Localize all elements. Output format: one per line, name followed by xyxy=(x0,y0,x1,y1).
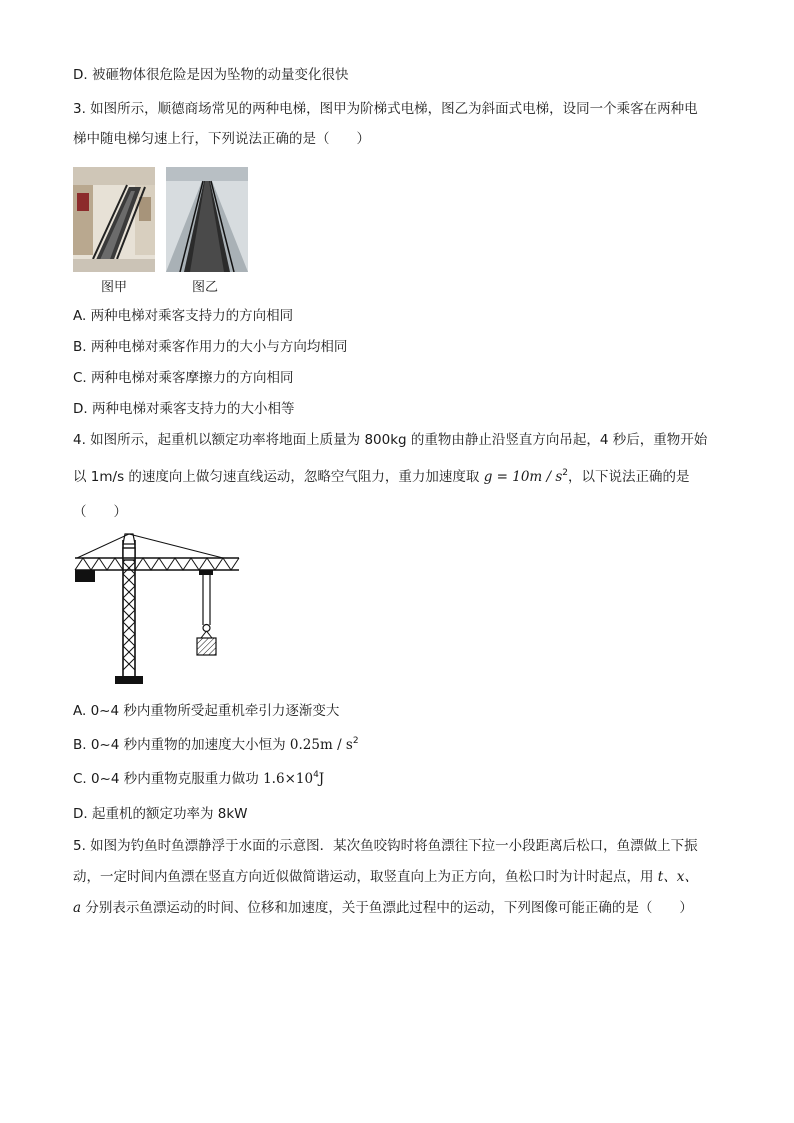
q2-option-d: D. 被砸物体很危险是因为坠物的动量变化很快 xyxy=(73,67,349,83)
q3-stem-line1: 3. 如图所示，顺德商场常见的两种电梯，图甲为阶梯式电梯，图乙为斜面式电梯，设同一个乘客在两种电 xyxy=(73,101,698,117)
q3-option-d: D. 两种电梯对乘客支持力的大小相等 xyxy=(73,401,295,417)
q5-stem-line2: 动，一定时间内鱼漂在竖直方向近似做简谐运动，取竖直向上为正方向，鱼松口时为计时起点，用 t、x、 xyxy=(73,869,698,885)
q5-stem-line1: 5. 如图为钓鱼时鱼漂静浮于水面的示意图．某次鱼咬钩时将鱼漂往下拉一小段距离后松口，鱼漂做上下振 xyxy=(73,838,698,854)
q4-stem-line2: 以 1m/s 的速度向上做匀速直线运动，忽略空气阻力，重力加速度取 $g = 10m / s^2$，以下说法正确的是 xyxy=(73,468,690,485)
tower-crane-diagram xyxy=(73,530,243,690)
q4-option-c: C. 0~4 秒内重物克服重力做功 $1.6\times 10^4J$ xyxy=(73,770,325,787)
escalator-photo-a xyxy=(73,167,155,272)
q4-option-a: A. 0~4 秒内重物所受起重机牵引力逐渐变大 xyxy=(73,703,340,719)
q3-option-a: A. 两种电梯对乘客支持力的方向相同 xyxy=(73,308,294,324)
q4-stem-line3: （ ） xyxy=(73,504,127,520)
q4-option-b: B. 0~4 秒内重物的加速度大小恒为 $0.25m / s^2$ xyxy=(73,736,359,753)
caption-figure-a: 图甲 xyxy=(101,280,128,295)
q4-stem-line1: 4. 如图所示，起重机以额定功率将地面上质量为 800kg 的重物由静止沿竖直方向吊起，4 秒后，重物开始 xyxy=(73,432,708,448)
q3-option-c: C. 两种电梯对乘客摩擦力的方向相同 xyxy=(73,370,294,386)
q5-stem-line3: a 分别表示鱼漂运动的时间、位移和加速度，关于鱼漂此过程中的运动，下列图像可能正确的是（ ） xyxy=(73,900,693,916)
q4-option-d: D. 起重机的额定功率为 8kW xyxy=(73,806,248,822)
caption-figure-b: 图乙 xyxy=(192,280,219,295)
moving-walkway-photo-b xyxy=(166,167,248,272)
q3-stem-line2: 梯中随电梯匀速上行，下列说法正确的是（ ） xyxy=(73,131,370,147)
q3-option-b: B. 两种电梯对乘客作用力的大小与方向均相同 xyxy=(73,339,348,355)
